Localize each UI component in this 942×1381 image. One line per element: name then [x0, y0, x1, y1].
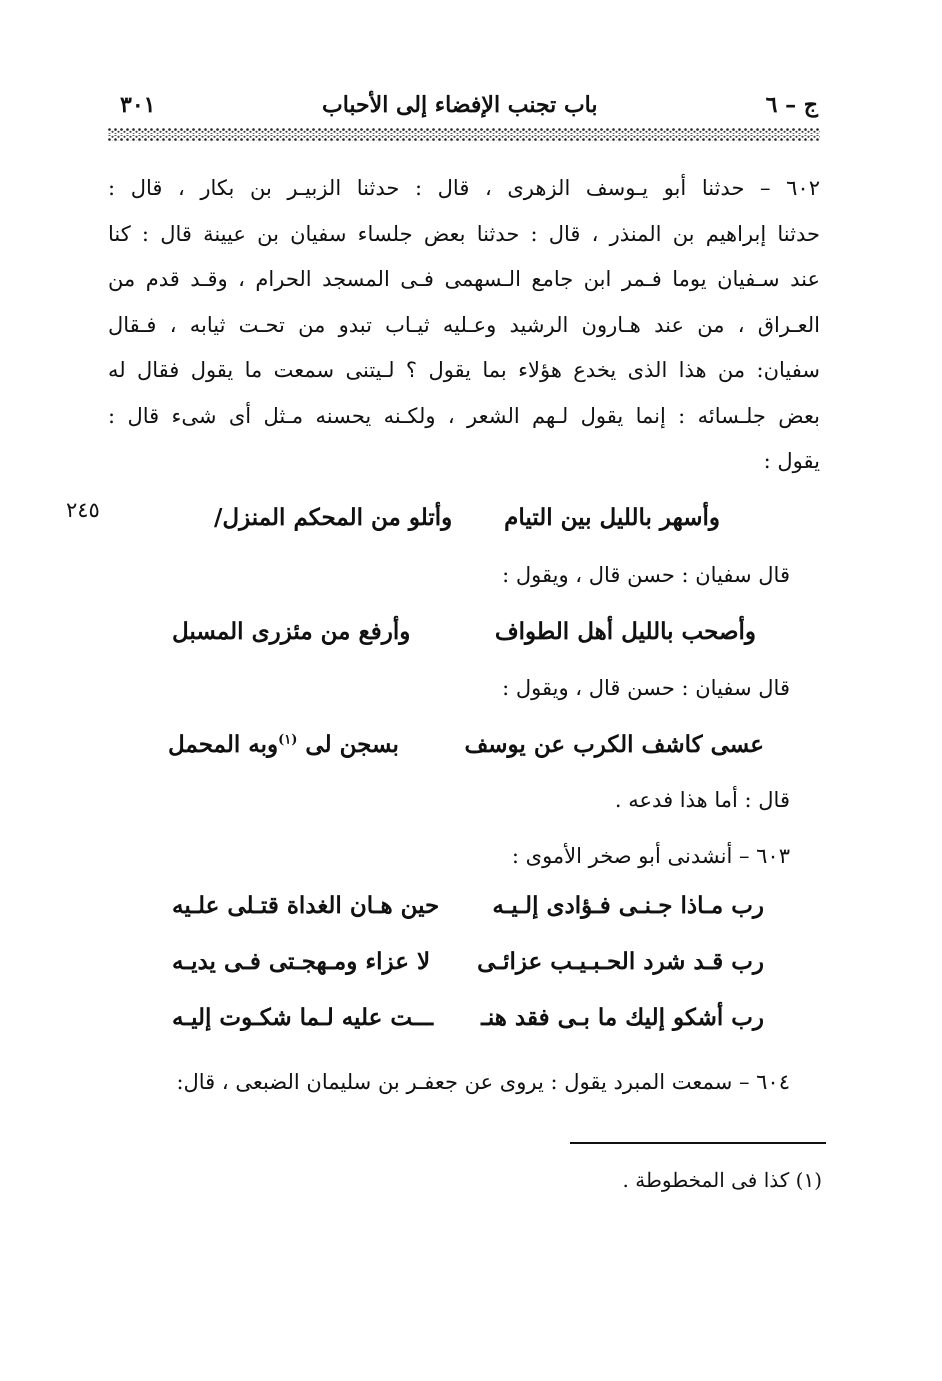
verse-603-2-second: لا عزاء ومـهجـتى فـى يديـه — [172, 948, 431, 975]
comment-1: قال سفيان : حسن قال ، ويقول : — [502, 563, 790, 587]
paragraph-line: سفيان: من هذا الذى يخدع هؤلاء بما يقول ؟ لـيتنى سمعت ما يقول فقال له — [108, 358, 820, 382]
verse-603-3-first: رب أشكو إليك ما بـى فقد هنـ — [481, 1004, 764, 1031]
verse-1-first-hemistich: وأسهر بالليل بين التيام — [504, 504, 720, 531]
comment-3: قال : أما هذا فدعه . — [614, 788, 790, 812]
footnote: (١) كذا فى المخطوطة . — [622, 1168, 822, 1192]
paragraph-line: العـراق ، من عند هـارون الرشيد وعـليه ثيـاب تبدو من تحـت ثيابه ، فـقال — [108, 312, 820, 337]
verse-603-2-first: رب قـد شرد الحـبـيـب عزائـى — [477, 948, 764, 975]
entry-604: ٦٠٤ – سمعت المبرد يقول : يروى عن جعفـر بن سليمان الضبعى ، قال: — [176, 1070, 790, 1094]
footnote-separator — [570, 1142, 826, 1144]
margin-page-number: ٢٤٥ — [66, 498, 100, 522]
header-volume: ج – ٦ — [765, 92, 818, 118]
verse-3-second-part-b: وبه المحمل — [168, 731, 279, 758]
paragraph-602 — [108, 166, 820, 485]
paragraph-line: بعض جلـسائه : إنما يقول لـهم الشعر ، ولكـنه يحسنه مـثل أى شىء قال : — [108, 403, 820, 428]
paragraph-line: ٦٠٢ – حدثنا أبو يـوسف الزهرى ، قال : حدثنا الزبيـر بن بكار ، قال : — [108, 176, 820, 200]
footnote-reference: (١) — [278, 732, 298, 748]
verse-2-second-hemistich: وأرفع من مئزرى المسبل — [172, 618, 411, 645]
verse-603-1-second: حين هـان الغداة قتـلى علـيه — [172, 892, 440, 919]
verse-603-1-first: رب مـاذا جـنـى فـؤادى إلـيـه — [492, 892, 764, 919]
entry-603: ٦٠٣ – أنشدنى أبو صخر الأموى : — [511, 844, 790, 868]
verse-603-3-second: ـــت عليه لـما شكـوت إليـه — [172, 1004, 434, 1031]
comment-2: قال سفيان : حسن قال ، ويقول : — [502, 676, 790, 700]
header-title: باب تجنب الإفضاء إلى الأحباب — [322, 92, 598, 118]
verse-3-first-hemistich: عسى كاشف الكرب عن يوسف — [464, 731, 764, 758]
decorative-header-rule — [108, 128, 820, 144]
verse-3-second-part-a: بسجن لى — [305, 731, 399, 758]
verse-2-first-hemistich: وأصحب بالليل أهل الطواف — [494, 618, 756, 645]
verse-1-second-hemistich: وأتلو من المحكم المنزل/ — [214, 504, 453, 531]
paragraph-line: حدثنا إبراهيم بن المنذر ، قال : حدثنا بعض جلساء سفيان بن عيينة قال : كنا — [108, 221, 820, 246]
header-page-number: ٣٠١ — [120, 92, 156, 118]
verse-3-second-hemistich — [168, 731, 399, 758]
paragraph-line: عند سـفيان يوما فـمر ابن جامع الـسهمى فـى المسجد الحرام ، وقـد قدم من — [108, 267, 820, 291]
paragraph-line: يقول : — [763, 449, 820, 473]
